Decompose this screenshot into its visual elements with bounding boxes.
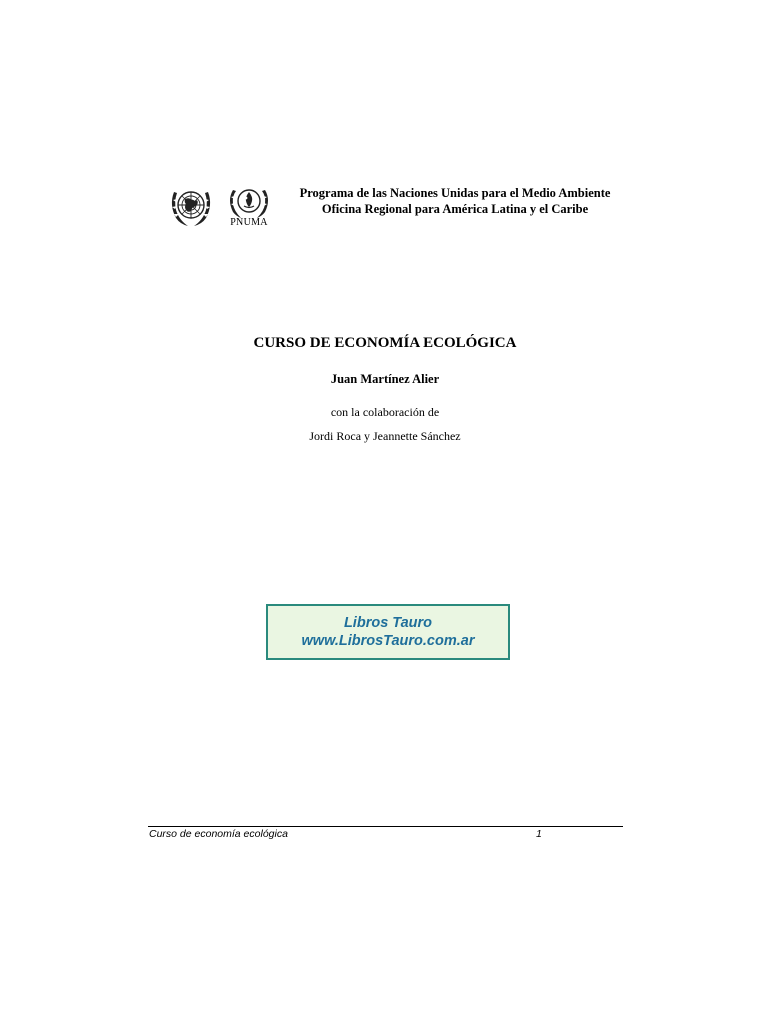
collaborator-names: Jordi Roca y Jeannette Sánchez <box>309 429 461 443</box>
document-title: CURSO DE ECONOMÍA ECOLÓGICA <box>253 335 517 351</box>
organization-name: Programa de las Naciones Unidas para el Medio Ambiente <box>299 186 611 200</box>
pnuma-label: PNUMA <box>230 217 268 228</box>
organization-heading <box>290 185 620 217</box>
footer-divider <box>148 826 623 827</box>
un-emblem-icon <box>166 180 216 230</box>
footer-running-title: Curso de economía ecológica <box>149 828 288 840</box>
publisher-name: Libros Tauro <box>343 615 433 631</box>
regional-office-name: Oficina Regional para América Latina y el Caribe <box>321 202 589 216</box>
collaboration-intro: con la colaboración de <box>330 405 440 419</box>
publisher-stamp <box>266 604 510 660</box>
author-name: Juan Martínez Alier <box>330 372 440 386</box>
page-number: 1 <box>536 828 542 840</box>
publisher-url: www.LibrosTauro.com.ar <box>301 633 475 649</box>
